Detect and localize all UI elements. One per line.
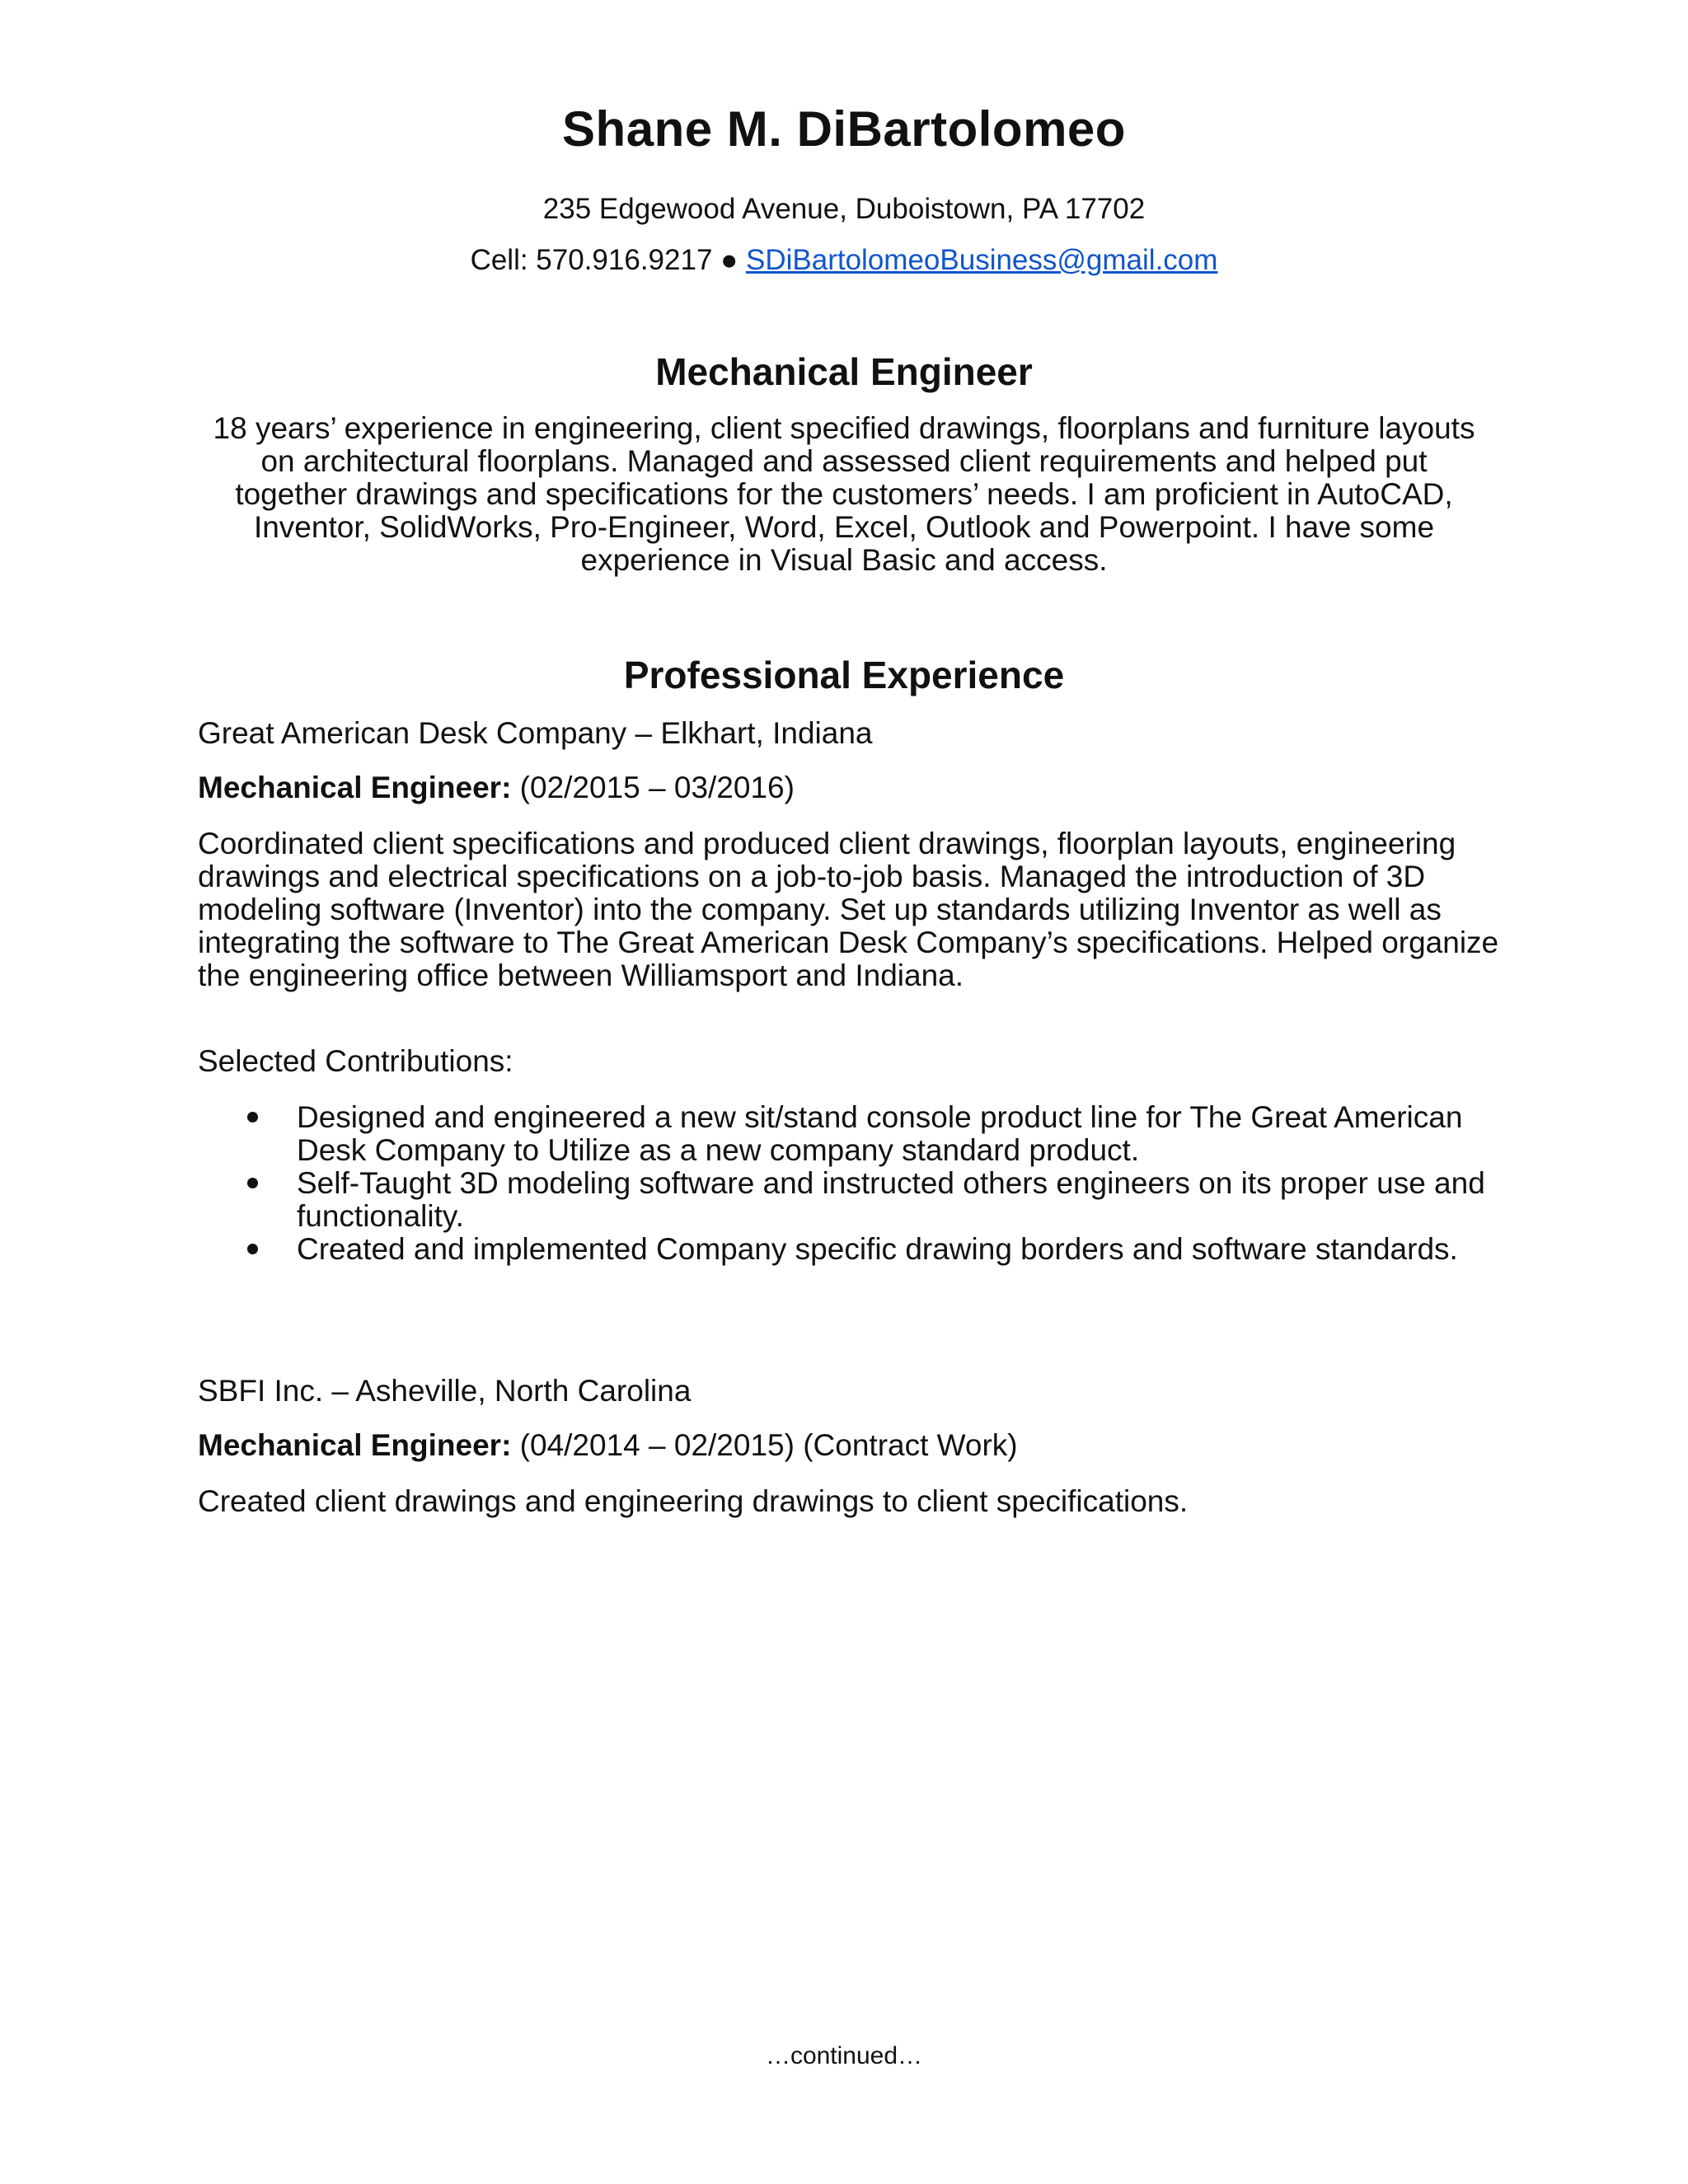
contribution-text: Designed and engineered a new sit/stand console product line for The Great American Desk Company to Utilize as a new company standard product. <box>297 1100 1463 1167</box>
job-1-employer: Great American Desk Company – Elkhart, Indiana <box>198 716 873 750</box>
list-item <box>198 1101 1500 1167</box>
cell-phone: Cell: 570.916.9217 ● <box>470 244 746 276</box>
job-1-description: Coordinated client specifications and produced client drawings, floorplan layouts, engineering drawings and electrical specifications on a job-to-job basis. Managed the introduction of 3D modeling software (Inventor) into the company. Set up standards utilizing Inventor as well as integrating the software to The Great American Desk Company’s specifications. Helped organize the engineering office between Williamsport and Indiana. <box>198 827 1499 992</box>
job-1-contributions-label: Selected Contributions: <box>198 1044 513 1078</box>
bullet-icon <box>247 1112 258 1122</box>
contribution-text: Self-Taught 3D modeling software and instructed others engineers on its proper use and functionality. <box>297 1166 1485 1233</box>
contact-line <box>0 244 1688 277</box>
job-2-role: Mechanical Engineer: <box>198 1428 512 1462</box>
bullet-icon <box>247 1244 258 1254</box>
experience-title: Professional Experience <box>623 654 1065 696</box>
email-link[interactable]: SDiBartolomeoBusiness@gmail.com <box>746 244 1218 276</box>
candidate-name: Shane M. DiBartolomeo <box>562 101 1126 157</box>
list-item <box>198 1167 1500 1233</box>
list-item <box>198 1233 1500 1266</box>
job-2-employer: SBFI Inc. – Asheville, North Carolina <box>198 1374 692 1408</box>
job-2-description: Created client drawings and engineering drawings to client specifications. <box>198 1484 1189 1518</box>
summary-text: 18 years’ experience in engineering, client specified drawings, floorplans and furniture layouts on architectural floorplans. Managed and assessed client requirements and helped put together drawings and specifications for the customers’ needs. I am proficient in AutoCAD, Inventor, SolidWorks, Pro-Engineer, Word, Excel, Outlook and Powerpoint. I have some experience in Visual Basic and access. <box>213 411 1475 577</box>
contribution-text: Created and implemented Company specific drawing borders and software standards. <box>297 1232 1458 1266</box>
job-1-contributions-list <box>198 1101 1500 1266</box>
summary-title: Mechanical Engineer <box>655 350 1033 393</box>
job-2-role-line <box>198 1429 1500 1462</box>
address: 235 Edgewood Avenue, Duboistown, PA 17702 <box>542 193 1146 225</box>
job-2-dates: (04/2014 – 02/2015) (Contract Work) <box>511 1428 1018 1462</box>
job-1-dates: (02/2015 – 03/2016) <box>511 771 795 804</box>
continued-footer: …continued… <box>765 2042 923 2069</box>
bullet-icon <box>247 1178 258 1188</box>
job-1-role-line <box>198 771 1500 804</box>
job-1-role: Mechanical Engineer: <box>198 771 512 804</box>
